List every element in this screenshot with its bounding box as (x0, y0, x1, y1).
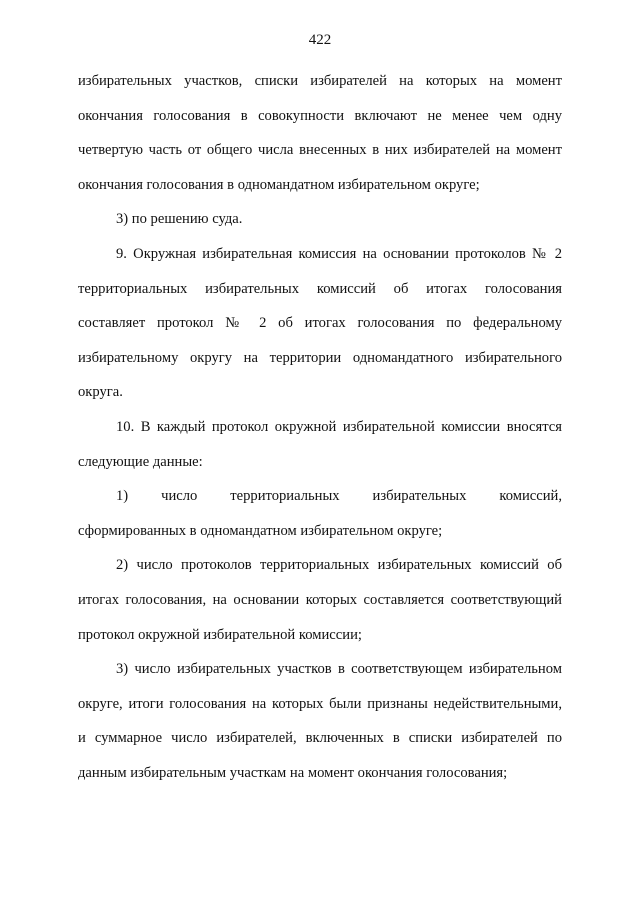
paragraph-section-9 (78, 237, 562, 410)
text-line: данным избирательным участкам на момент окончания голосования; (78, 764, 508, 781)
text-line: следующие данные: (78, 453, 203, 470)
text-line: окончания голосования в одномандатном избирательном округе; (78, 176, 480, 193)
text-line: 9. Окружная избирательная комиссия на основании протоколов № 2 (116, 245, 562, 262)
text-line: 3) по решению суда. (116, 211, 243, 228)
text-line: составляет протокол № 2 об итогах голосования по федеральному (78, 315, 562, 332)
text-line: окончания голосования в совокупности включают не менее чем одну (78, 107, 562, 124)
text-line: четвертую часть от общего числа внесенных в них избирателей на момент (78, 142, 562, 159)
paragraph-item-3 (78, 652, 562, 790)
text-line: 2) число протоколов территориальных избирательных комиссий об (116, 557, 562, 574)
paragraph-item-2 (78, 548, 562, 652)
text-line: 3) число избирательных участков в соответствующем избирательном (116, 661, 562, 678)
text-line: округа. (78, 384, 123, 401)
paragraph-section-10 (78, 410, 562, 479)
page-number: 422 (308, 32, 332, 48)
text-line: сформированных в одномандатном избирательном округе; (78, 522, 443, 539)
text-line: избирательному округу на территории одномандатного избирательного (78, 349, 562, 366)
text-line: избирательных участков, списки избирателей на которых на момент (78, 73, 562, 89)
paragraph-item-3-court (78, 202, 562, 237)
text-line: округе, итоги голосования на которых были признаны недействительными, (78, 695, 562, 712)
text-line: 1) число территориальных избирательных комиссий, (116, 488, 562, 505)
text-line: протокол окружной избирательной комиссии; (78, 626, 362, 643)
text-line: и суммарное число избирателей, включенных в списки избирателей по (78, 730, 562, 747)
text-line: территориальных избирательных комиссий об итогах голосования (78, 280, 562, 297)
document-body (78, 64, 562, 790)
text-line: итогах голосования, на основании которых составляется соответствующий (78, 591, 562, 608)
paragraph-item-1 (78, 479, 562, 548)
text-line: 10. В каждый протокол окружной избирательной комиссии вносятся (116, 418, 562, 435)
paragraph-continuation (78, 64, 562, 202)
